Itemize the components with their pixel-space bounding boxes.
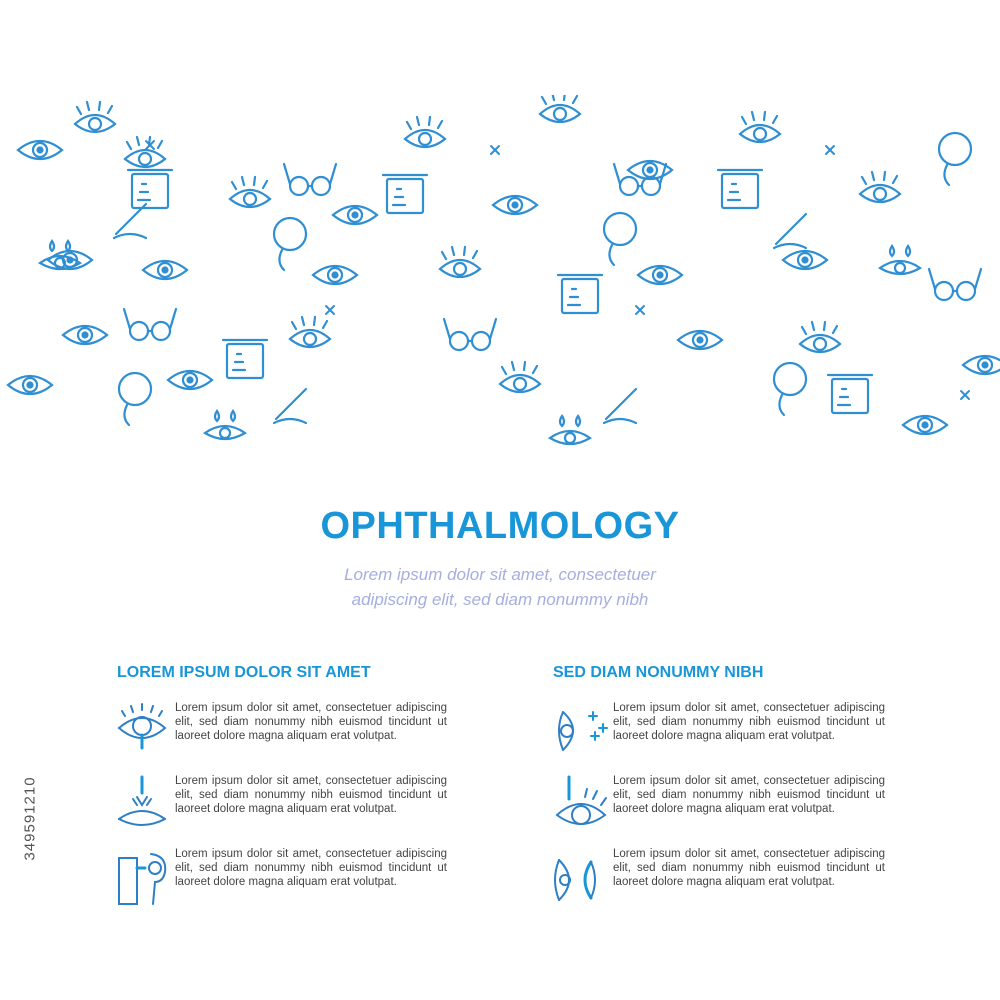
page-title: OPHTHALMOLOGY [320, 505, 680, 547]
icon-pattern-band [0, 95, 1000, 455]
eye-laser-scalpel-icon [553, 775, 613, 839]
item-description: Lorem ipsum dolor sit amet, consectetuer adipiscing elit, sed diam nonummy nibh euismod tincidunt ut laoreet dolore magna aliquam erat volutpat. [175, 775, 447, 815]
left-item-1 [115, 702, 455, 766]
laser-eye-surgery-icon [115, 775, 175, 839]
eye-drops-sparkle-icon [553, 702, 613, 766]
item-description: Lorem ipsum dolor sit amet, consectetuer adipiscing elit, sed diam nonummy nibh euismod tincidunt ut laoreet dolore magna aliquam erat volutpat. [613, 702, 885, 742]
eye-magnifier-icon [115, 702, 175, 766]
right-item-3 [553, 848, 893, 912]
stock-watermark-id: 349591210 [21, 776, 39, 861]
left-item-3 [115, 848, 455, 912]
right-column-heading: SED DIAM NONUMMY NIBH [553, 664, 764, 681]
left-item-2 [115, 775, 455, 839]
pattern-icons [8, 95, 1000, 444]
item-description: Lorem ipsum dolor sit amet, consectetuer adipiscing elit, sed diam nonummy nibh euismod tincidunt ut laoreet dolore magna aliquam erat volutpat. [175, 848, 447, 888]
eye-exam-machine-icon [115, 848, 175, 912]
subtitle-line-2: adipiscing elit, sed diam nonummy nibh [351, 590, 649, 609]
right-item-2 [553, 775, 893, 839]
subtitle-line-1: Lorem ipsum dolor sit amet, consectetuer [344, 565, 656, 584]
left-column-heading: LOREM IPSUM DOLOR SIT AMET [117, 664, 371, 681]
item-description: Lorem ipsum dolor sit amet, consectetuer adipiscing elit, sed diam nonummy nibh euismod tincidunt ut laoreet dolore magna aliquam erat volutpat. [613, 775, 885, 815]
contact-lens-icon [553, 848, 613, 912]
right-item-1 [553, 702, 893, 766]
item-description: Lorem ipsum dolor sit amet, consectetuer adipiscing elit, sed diam nonummy nibh euismod tincidunt ut laoreet dolore magna aliquam erat volutpat. [613, 848, 885, 888]
item-description: Lorem ipsum dolor sit amet, consectetuer adipiscing elit, sed diam nonummy nibh euismod tincidunt ut laoreet dolore magna aliquam erat volutpat. [175, 702, 447, 742]
page-subtitle [0, 562, 1000, 612]
